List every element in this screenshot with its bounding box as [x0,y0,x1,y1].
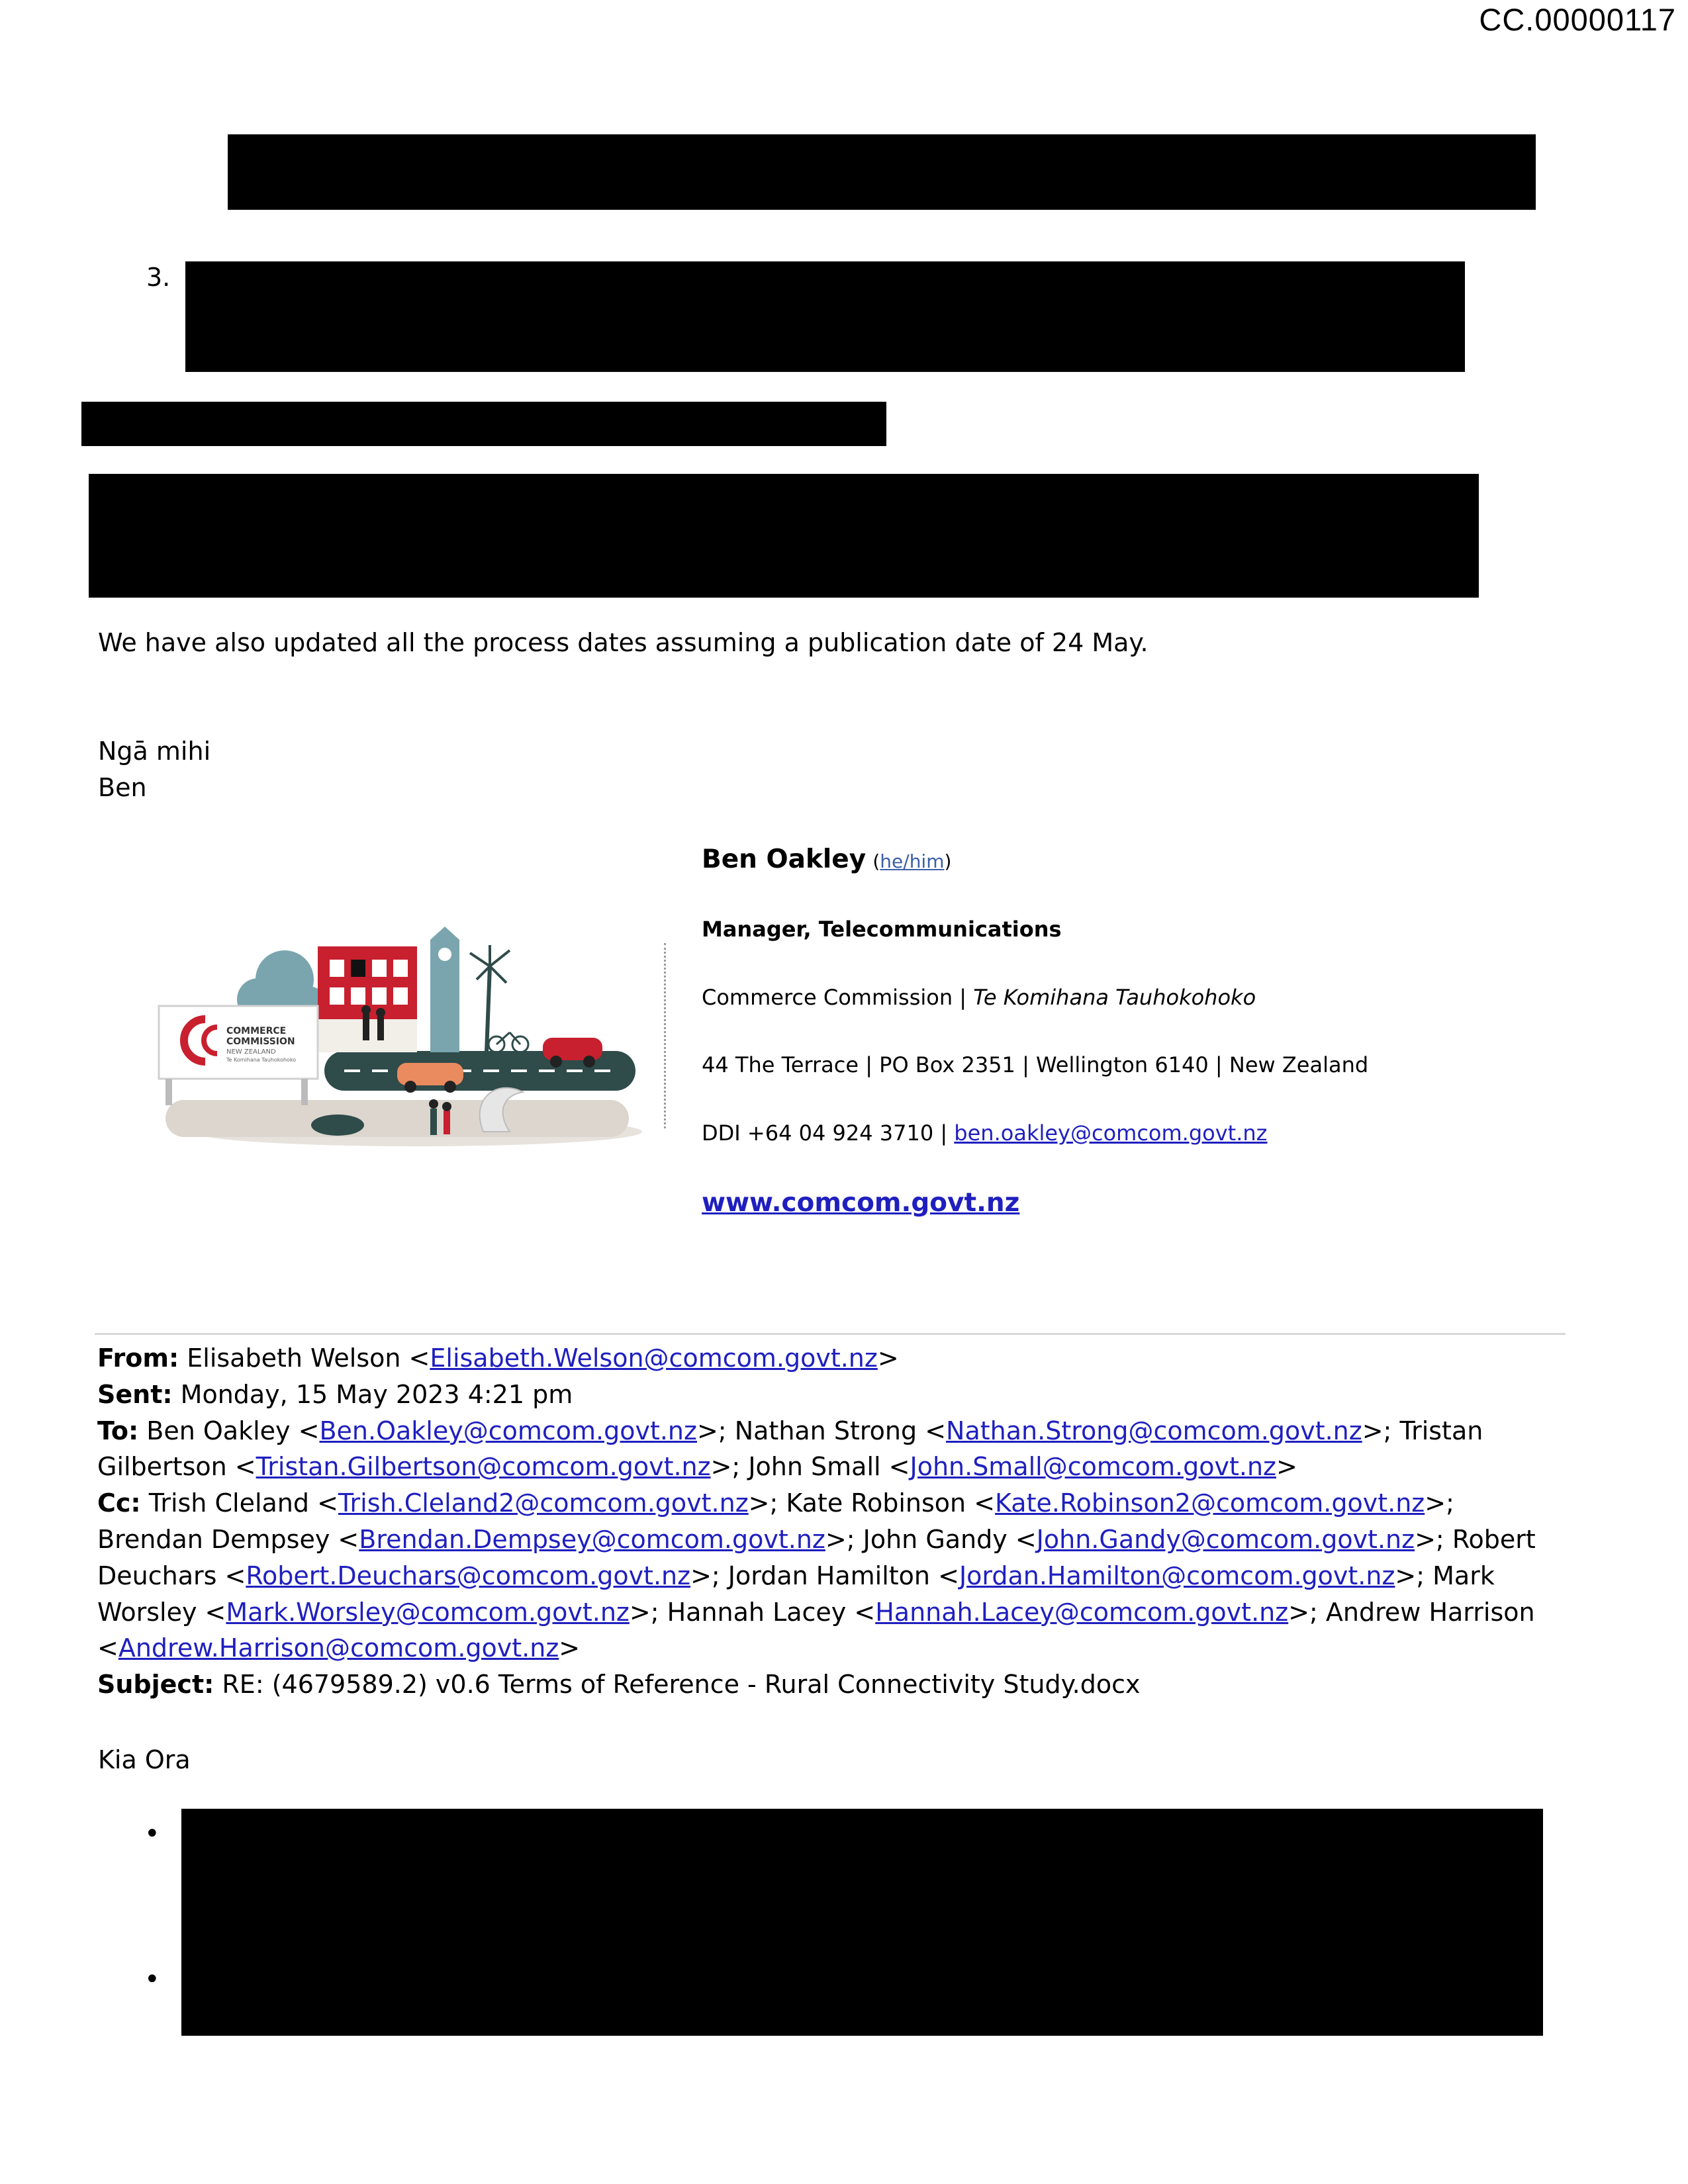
logo-text: COMMISSION [226,1036,295,1047]
redaction-block [89,474,1479,598]
cc-email-link[interactable]: Hannah.Lacey@comcom.govt.nz [875,1597,1289,1627]
signature-divider [664,943,666,1128]
subject-line: Subject: RE: (4679589.2) v0.6 Terms of Reference - Rural Connectivity Study.docx [97,1670,1141,1700]
email-header [97,1340,1567,1703]
email-separator [95,1333,1566,1335]
document-id: CC.00000117 [1479,2,1676,37]
cc-email-link[interactable]: John.Gandy@comcom.govt.nz [1036,1524,1415,1554]
cc-email-link[interactable]: Brendan.Dempsey@comcom.govt.nz [359,1524,825,1554]
cc-email-link[interactable]: Jordan.Hamilton@comcom.govt.nz [959,1561,1395,1590]
signature-title: Manager, Telecommunications [702,917,1062,942]
recipient-email-link[interactable]: Nathan.Strong@comcom.govt.nz [946,1416,1362,1445]
logo-text: COMMERCE [226,1026,287,1036]
signature-ddi: DDI +64 04 924 3710 | ben.oakley@comcom.govt.nz [702,1120,1268,1146]
cc-email-link[interactable]: Andrew.Harrison@comcom.govt.nz [118,1633,559,1663]
logo-text: NEW ZEALAND [226,1048,276,1056]
sent-line: Sent: Monday, 15 May 2023 4:21 pm [97,1379,573,1409]
cc-email-link[interactable]: Robert.Deuchars@comcom.govt.nz [246,1561,691,1590]
commerce-commission-logo [152,927,642,1152]
signature-address: 44 The Terrace | PO Box 2351 | Wellington 6140 | New Zealand [702,1052,1369,1077]
cc-email-link[interactable]: Trish.Cleland2@comcom.govt.nz [338,1488,749,1518]
redaction-block [81,402,886,446]
sender-first-name: Ben [98,773,147,802]
greeting: Kia Ora [98,1745,191,1774]
cc-email-link[interactable]: Mark.Worsley@comcom.govt.nz [226,1597,630,1627]
from-email-link[interactable]: Elisabeth.Welson@comcom.govt.nz [430,1343,878,1373]
signature-name-line [702,844,951,874]
recipient-email-link[interactable]: Ben.Oakley@comcom.govt.nz [319,1416,697,1445]
recipient-email-link[interactable]: Tristan.Gilbertson@comcom.govt.nz [256,1452,711,1482]
website-link[interactable]: www.comcom.govt.nz [702,1188,1020,1218]
recipient-email-link[interactable]: John.Small@comcom.govt.nz [910,1452,1276,1482]
redaction-block [181,1809,1543,2036]
cc-email-link[interactable]: Kate.Robinson2@comcom.govt.nz [995,1488,1425,1518]
update-sentence: We have also updated all the process dates assuming a publication date of 24 May. [98,628,1149,657]
list-number: 3. [146,263,171,292]
pronouns-link[interactable]: he/him [880,850,945,872]
redaction-block [228,134,1536,210]
signature-org-maori: Te Komihana Tauhokohoko [973,985,1256,1010]
pronouns: (he/him) [872,850,952,872]
logo-text: Te Komihana Tauhokohoko [226,1057,297,1063]
bullet: • [144,1819,160,1849]
redaction-block [185,261,1465,372]
signature-org: Commerce Commission | Te Komihana Tauhokohoko [702,985,1256,1010]
bullet: • [144,1964,160,1995]
signature-email-link[interactable]: ben.oakley@comcom.govt.nz [954,1120,1268,1146]
cc-line: Cc: Trish Cleland <Trish.Cleland2@comcom.govt.nz>; Kate Robinson <Kate.Robinson2@comcom.govt.nz>; Brendan Dempsey <Brendan.Dempsey@comcom.govt.nz>; John Gandy <John.Gandy@comcom.govt.nz>; Robert Deuchars <Robert.Deuchars@comcom.govt.nz>; Jordan Hamilton <Jordan.Hamilton@comcom.govt.nz>; Mark Worsley <Mark.Worsley@comcom.govt.nz>; Hannah Lacey <Hannah.Lacey@comcom.govt.nz>; Andrew Harrison <Andrew.Harrison@comcom.govt.nz> [97,1488,1536,1663]
to-line: To: Ben Oakley <Ben.Oakley@comcom.govt.nz>; Nathan Strong <Nathan.Strong@comcom.govt.nz>; Tristan Gilbertson <Tristan.Gilbertson@comcom.govt.nz>; John Small <John.Small@comcom.govt.nz> [97,1416,1483,1482]
from-line: From: Elisabeth Welson <Elisabeth.Welson@comcom.govt.nz> [97,1343,899,1373]
signature-name: Ben Oakley [702,844,867,874]
closing-line: Ngā mihi [98,737,211,766]
